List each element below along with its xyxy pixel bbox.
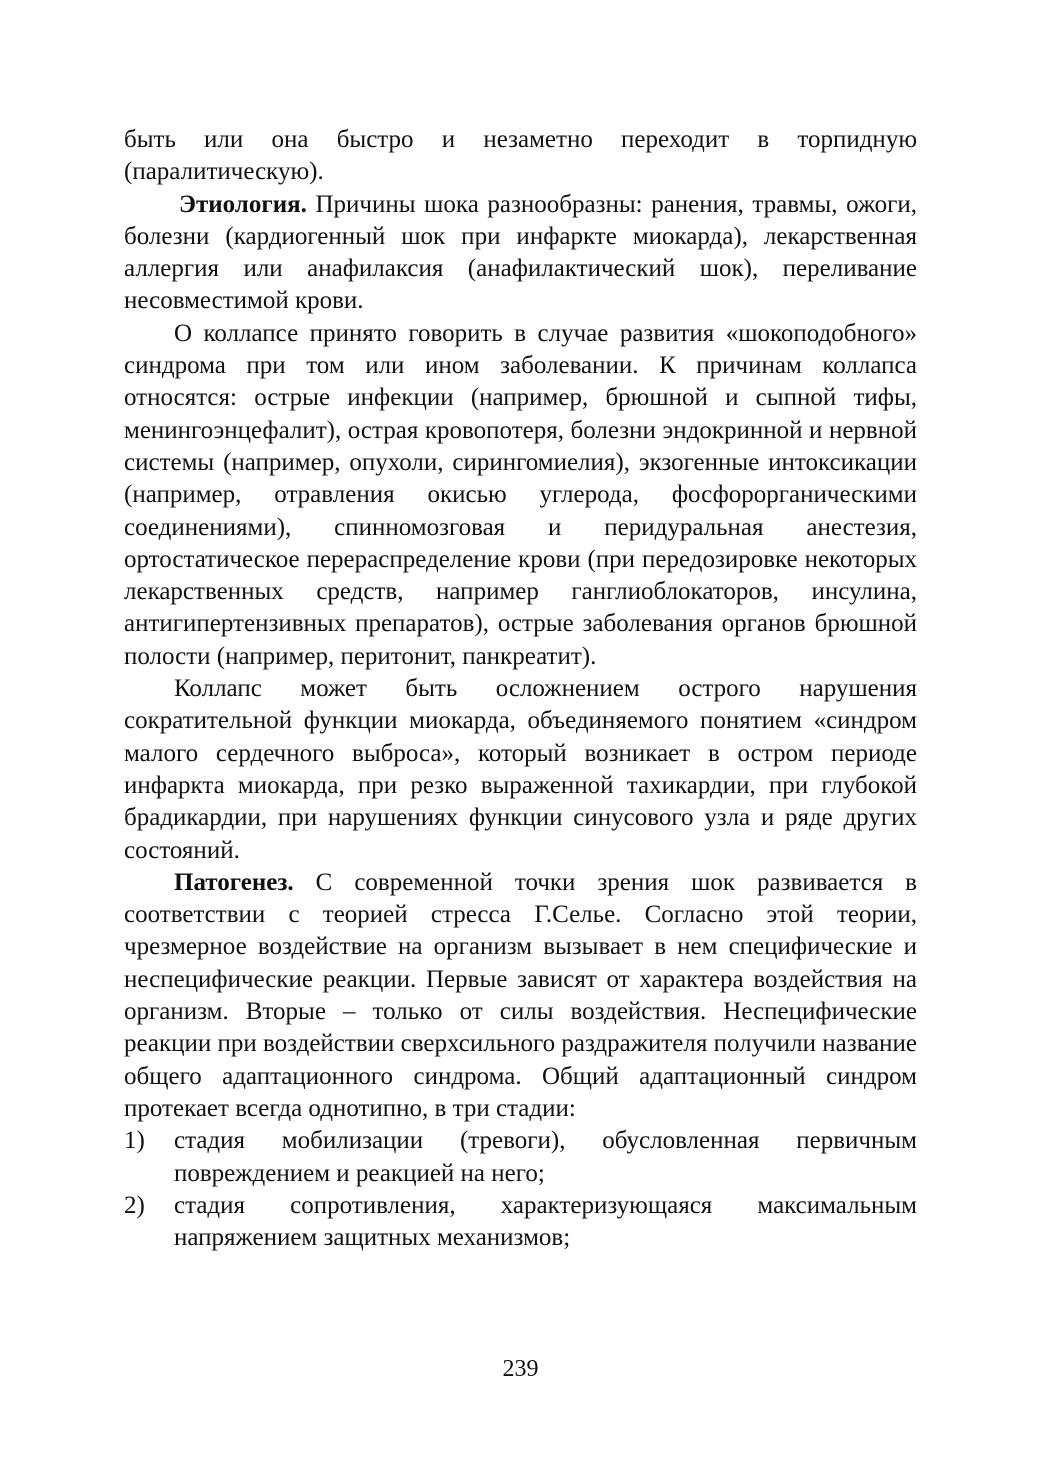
list-item-number: 1) [124, 1127, 145, 1155]
paragraph-etiology [124, 189, 917, 318]
list-item [124, 1190, 917, 1255]
pathogenesis-heading: Патогенез. [174, 868, 294, 896]
list-item-number: 2) [124, 1191, 145, 1219]
paragraph-continuation: быть или она быстро и незаметно переходит в торпидную (паралитическую). [124, 126, 917, 186]
paragraph-collapse-causes: О коллапсе принято говорить в случае развития «шокоподобного» синдрома при том или ином заболевании. К причинам коллапса относятся: острые инфекции (например, брюшной и сыпной тифы, менингоэнцефалит), острая кровопотеря, болезни эндокринной и нервной системы (например, опухоли, сирингомиелия), экзогенные интоксикации (например, отравления окисью углерода, фосфорорганическими соединениями), спинномозговая и перидуральная анестезия, ортостатическое перераспределение крови (при передозировке некоторых лекарственных средств, например ганглиоблокаторов, инсулина, антигипертензивных препаратов), острые заболевания органов брюшной полости (например, перитонит, панкреатит). [124, 319, 917, 670]
pathogenesis-text: С современной точки зрения шок развивается в соответствии с теорией стресса Г.Селье. Согласно этой теории, чрезмерное воздействие на организм вызывает в нем специфические и неспецифические реакции. Первые зависят от характера воздействия на организм. Вторые – только от силы воздействия. Неспецифические реакции при воздействии сверхсильного раздражителя получили название общего адаптационного синдрома. Общий адаптационный синдром протекает всегда однотипно, в три стадии: [124, 868, 917, 1122]
page-number: 239 [502, 1356, 539, 1382]
etiology-heading: Этиология. [179, 190, 307, 218]
page-body [124, 124, 917, 1254]
stages-list [124, 1125, 917, 1254]
etiology-text: Причины шока разнообразны: ранения, травмы, ожоги, болезни (кардиогенный шок при инфаркте миокарда), лекарственная аллергия или анафилаксия (анафилактический шок), переливание несовместимой крови. [124, 190, 917, 315]
list-item-text: стадия сопротивления, характеризующаяся максимальным напряжением защитных механизмов; [174, 1191, 917, 1252]
paragraph-collapse-complication: Коллапс может быть осложнением острого нарушения сократительной функции миокарда, объединяемого понятием «синдром малого сердечного выброса», который возникает в остром периоде инфаркта миокарда, при резко выраженной тахикардии, при глубокой брадикардии, при нарушениях функции синусового узла и ряде других состояний. [124, 675, 917, 864]
list-item-text: стадия мобилизации (тревоги), обусловленная первичным повреждением и реакцией на него; [174, 1127, 917, 1187]
paragraph-pathogenesis [124, 867, 917, 1125]
list-item [124, 1125, 917, 1190]
